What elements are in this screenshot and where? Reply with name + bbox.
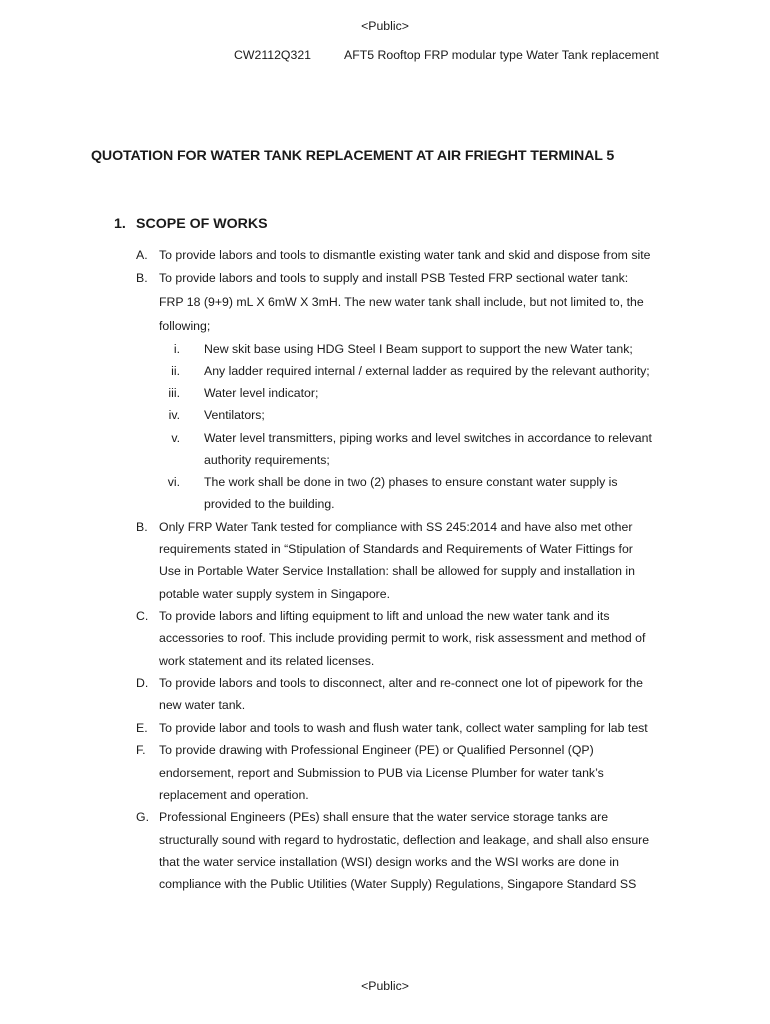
item-line: new water tank. [159, 698, 246, 712]
subitem-line: provided to the building. [204, 497, 335, 511]
item-line: that the water service installation (WSI) design works and the WSI works are done in [159, 855, 619, 869]
item-label: E. [136, 721, 148, 735]
subitem-label: ii. [171, 364, 180, 378]
subitem-line: authority requirements; [204, 453, 330, 467]
item-label: D. [136, 676, 149, 690]
item-line: To provide labors and tools to supply and install PSB Tested FRP sectional water tank: [159, 271, 629, 285]
item-line: requirements stated in “Stipulation of Standards and Requirements of Water Fittings for [159, 542, 633, 556]
item-label: B. [136, 271, 148, 285]
item-line: To provide labors and tools to disconnect, alter and re-connect one lot of pipework for the [159, 676, 643, 690]
classification-bottom: <Public> [361, 979, 409, 993]
item-line: work statement and its related licenses. [159, 654, 375, 668]
item-line: Only FRP Water Tank tested for compliance with SS 245:2014 and have also met other [159, 520, 633, 534]
item-label: A. [136, 248, 148, 262]
item-line: To provide labors and tools to dismantle existing water tank and skid and dispose from site [159, 248, 651, 262]
item-line: structurally sound with regard to hydrostatic, deflection and leakage, and shall also ensure [159, 833, 650, 847]
item-line: endorsement, report and Submission to PUB via License Plumber for water tank’s [159, 766, 604, 780]
item-label: F. [136, 743, 146, 757]
subitem-label: i. [173, 342, 180, 356]
item-line: Professional Engineers (PEs) shall ensure that the water service storage tanks are [159, 810, 609, 824]
subitem-line: Water level transmitters, piping works and level switches in accordance to relevant [204, 431, 652, 445]
item-label: C. [136, 609, 149, 623]
subitem-line: Any ladder required internal / external ladder as required by the relevant authority; [204, 364, 650, 378]
header-title: AFT5 Rooftop FRP modular type Water Tank replacement [344, 48, 659, 62]
header-reference: CW2112Q321 [234, 48, 312, 62]
subitem-label: v. [171, 431, 180, 445]
section-title: SCOPE OF WORKS [136, 216, 268, 232]
item-line: Use in Portable Water Service Installation: shall be allowed for supply and installation in [159, 564, 635, 578]
item-line: potable water supply system in Singapore. [159, 587, 391, 601]
subitem-label: vi. [167, 475, 180, 489]
item-label: B. [136, 520, 148, 534]
subitem-line: Water level indicator; [204, 386, 319, 400]
classification-top: <Public> [361, 19, 409, 33]
subitem-line: New skit base using HDG Steel I Beam support to support the new Water tank; [204, 342, 633, 356]
subitem-label: iii. [168, 386, 180, 400]
item-line: To provide labors and lifting equipment to lift and unload the new water tank and its [159, 609, 610, 623]
item-line: accessories to roof. This include providing permit to work, risk assessment and method of [159, 631, 646, 645]
item-label: G. [136, 810, 149, 824]
item-line: compliance with the Public Utilities (Water Supply) Regulations, Singapore Standard SS [159, 877, 637, 891]
item-line: To provide drawing with Professional Engineer (PE) or Qualified Personnel (QP) [159, 743, 594, 757]
document-title: QUOTATION FOR WATER TANK REPLACEMENT AT AIR FRIEGHT TERMINAL 5 [91, 148, 615, 164]
subitem-label: iv. [168, 408, 180, 422]
subitem-line: Ventilators; [204, 408, 265, 422]
section-number: 1. [114, 216, 126, 232]
item-line: FRP 18 (9+9) mL X 6mW X 3mH. The new water tank shall include, but not limited to, the [159, 295, 644, 309]
item-line: To provide labor and tools to wash and flush water tank, collect water sampling for lab test [159, 721, 648, 735]
item-line: replacement and operation. [159, 788, 309, 802]
subitem-line: The work shall be done in two (2) phases to ensure constant water supply is [204, 475, 618, 489]
item-line: following; [159, 319, 211, 333]
